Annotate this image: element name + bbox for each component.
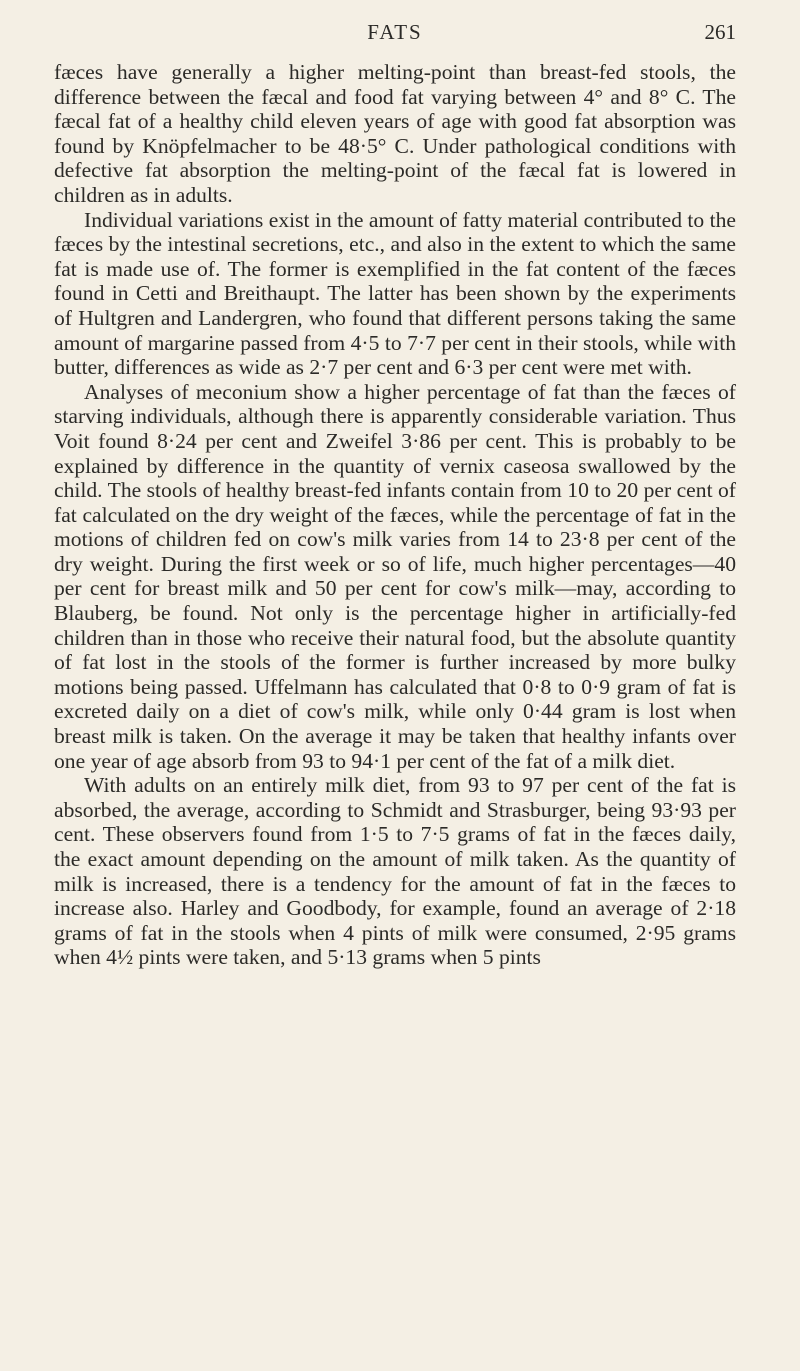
running-head xyxy=(54,16,736,50)
paragraph-meconium-analyses: Analyses of meconium show a higher percentage of fat than the fæces of starving individuals, although there is apparently considerable variation. Thus Voit found 8·24 per cent and Zweifel 3·86 per cent. This is probably to be explained by difference in the quantity of vernix caseosa swallowed by the child. The stools of healthy breast-fed infants contain from 10 to 20 per cent of fat calculated on the dry weight of the fæces, while the percentage of fat in the motions of children fed on cow's milk varies from 14 to 23·8 per cent of the dry weight. During the first week or so of life, much higher percentages—40 per cent for breast milk and 50 per cent for cow's milk—may, according to Blauberg, be found. Not only is the percentage higher in artificially-fed children than in those who receive their natural food, but the absolute quantity of fat lost in the stools of the former is further increased by more bulky motions being passed. Uffelmann has calculated that 0·8 to 0·9 gram of fat is excreted daily on a diet of cow's milk, while only 0·44 gram is lost when breast milk is taken. On the average it may be taken that healthy infants over one year of age absorb from 93 to 94·1 per cent of the fat of a milk diet. xyxy=(54,379,736,773)
paragraph-adult-milk-diet: With adults on an entirely milk diet, from 93 to 97 per cent of the fat is absorbed, the average, according to Schmidt and Strasburger, being 93·93 per cent. These observers found from 1·5 to 7·5 grams of fat in the fæces daily, the exact amount depending on the amount of milk taken. As the quantity of milk is increased, there is a tendency for the amount of fat in the fæces to increase also. Harley and Goodbody, for example, found an average of 2·18 grams of fat in the stools when 4 pints of milk were consumed, 2·95 grams when 4½ pints were taken, and 5·13 grams when 5 pints xyxy=(54,773,736,970)
running-title: FATS xyxy=(367,20,423,44)
paragraph-individual-variations: Individual variations exist in the amount of fatty material contributed to the fæces by the intestinal secretions, etc., and also in the extent to which the same fat is made use of. The former is exemplified in the fat content of the fæces found in Cetti and Breithaupt. The latter has been shown by the experiments of Hultgren and Landergren, who found that different persons taking the same amount of margarine passed from 4·5 to 7·7 per cent in their stools, while with butter, differences as wide as 2·7 per cent and 6·3 per cent were met with. xyxy=(54,207,736,380)
body-text xyxy=(54,60,736,970)
page-number: 261 xyxy=(704,20,736,44)
book-page xyxy=(0,16,800,1371)
paragraph-continued: fæces have generally a higher melting-point than breast-fed stools, the difference between the fæcal and food fat varying between 4° and 8° C. The fæcal fat of a healthy child eleven years of age with good fat absorption was found by Knöpfelmacher to be 48·5° C. Under pathological conditions with defective fat absorption the melting-point of the fæcal fat is lowered in children as in adults. xyxy=(54,60,736,207)
